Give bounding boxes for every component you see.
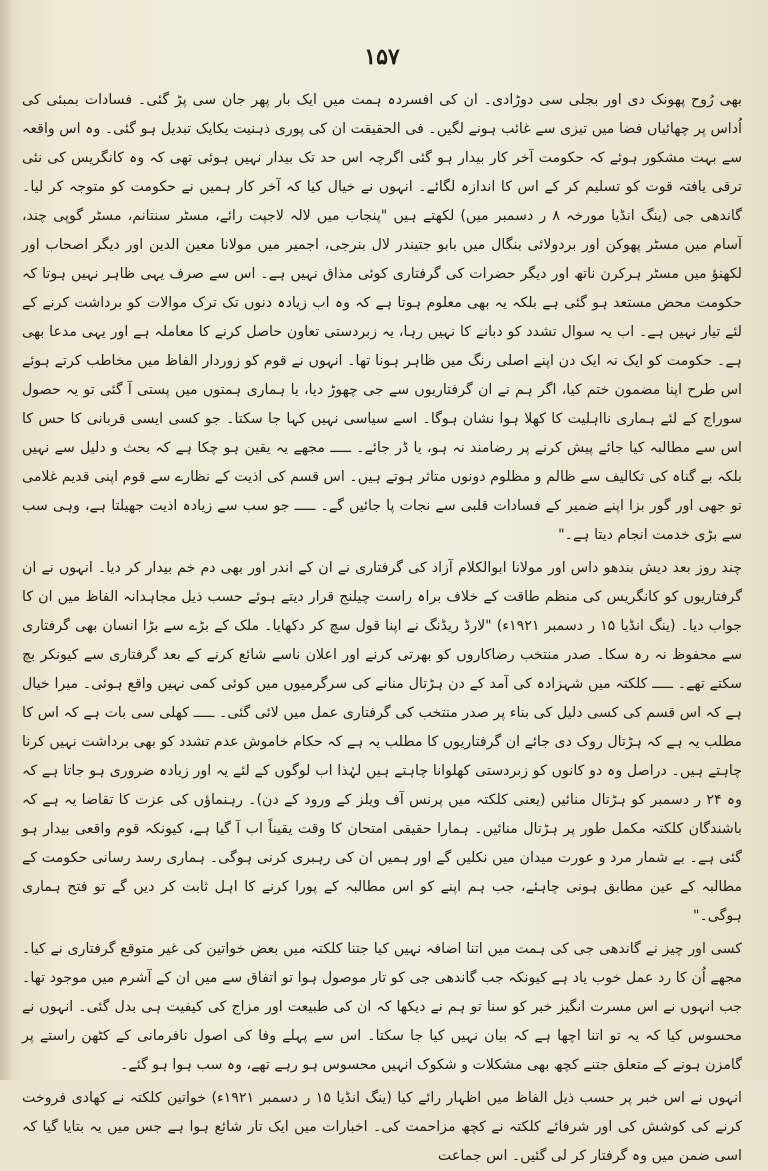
paragraph-3: کسی اور چیز نے گاندھی جی کی ہمت میں اتنا اضافہ نہیں کیا جتنا کلکتہ میں بعض خواتین کی غیر متوقع گرفتاری نے کیا۔ مجھے اُن کا رد عمل خوب یاد ہے کیونکہ جب گاندھی جی کو تار موصول ہوا تو اتفاق سے میں ان کے آشرم میں موجود تھا۔ جب انہوں نے اس مسرت انگیز خبر کو سنا تو ہم نے دیکھا کہ ان کی طبیعت اور مزاج کی کیفیت ہی بدل گئی۔ انہوں نے محسوس کیا کہ یہ تو اتنا اچھا ہے کہ بیان نہیں کیا جا سکتا۔ اس سے پہلے وفا کی اصول نافرمانی کے کٹھن راستے پر گامزن ہونے کے متعلق جتنے کچھ بھی مشکلات و شکوک انہیں محسوس ہو رہے تھے، وہ سب ہوا ہو گئے۔: [22, 941, 742, 1073]
paragraph-2: چند روز بعد دیش بندھو داس اور مولانا ابوالکلام آزاد کی گرفتاری نے ان کے اندر اور بھی دم خم بیدار کر دیا۔ انہوں نے ان گرفتاریوں کو کانگریس کی منظم طاقت کے خلاف براہ راست چیلنج قرار دیتے ہوئے حسب ذیل مجاہدانہ الفاظ میں ان کا جواب دیا۔ (ینگ انڈیا ۱۵ ر دسمبر ۱۹۲۱ء) "لارڈ ریڈنگ نے اپنا قول سچ کر دکھایا۔ ملک کے بڑے سے بڑا انسان بھی گرفتاری سے محفوظ نہ رہ سکا۔ صدر منتخب رضاکاروں کو بھرتی کرنے اور اعلان ناسے شائع کرنے کے بعد گرفتاری سے کیونکر بچ سکتے تھے۔ ـــــ کلکتہ میں شہزادہ کی آمد کے دن ہڑتال منانے کی سرگرمیوں میں کوئی کمی نہیں واقع ہوئی۔ میرا خیال ہے کہ اس قسم کی کسی دلیل کی بناء پر صدر منتخب کی گرفتاری عمل میں لائی گئی۔ ـــــ کھلی سی بات ہے کہ اس کا مطلب یہ ہے کہ ہڑتال روک دی جائے ان گرفتاریوں کا مطلب یہ ہے کہ حکام خاموش عدم تشدد کو بھی برداشت نہیں کرنا چاہتے ہیں۔ دراصل وہ دو کانوں کو زبردستی کھلوانا چاہتے ہیں لہٰذا اب لوگوں کے لئے یہ اور زیادہ ضروری ہو جاتا ہے کہ وہ ۲۴ ر دسمبر کو ہڑتال منائیں (یعنی کلکتہ میں پرنس آف ویلز کے ورود کے دن)۔ رہنماؤں کی عزت کا تقاضا یہ ہے کہ باشندگان کلکتہ مکمل طور پر ہڑتال منائیں۔ ہمارا حقیقی امتحان کا وقت یقیناً اب آ گیا ہے، کیونکہ قوم واقعی بیدار ہو گئی ہے۔ بے شمار مرد و عورت میدان میں نکلیں گے اور ہمیں ان کی رہبری کرنی ہوگی۔ ہماری رسد رسانی حکومت کے مطالبہ کے عین مطابق ہونی چاہئے، جب ہم اپنے کو اس مطالبہ کے پورا کرنے کا اہل ثابت کر دیں گے تو فتح ہماری ہوگی۔": [22, 560, 742, 924]
paragraph-1: بھی رُوح پھونک دی اور بجلی سی دوڑادی۔ ان کی افسردہ ہمت میں ایک بار پھر جان سی پڑ گئی۔ فسادات بمبئی کی اُداس پر چھائیاں فضا میں تیزی سے غائب ہونے لگیں۔ فی الحقیقت ان کی پوری ذہنیت یکایک تبدیل ہو گئی۔ وہ اس واقعہ سے بہت مشکور ہوئے کہ حکومت آخر کار بیدار ہو گئی اگرچہ اس حد تک بیدار نہیں ہوئی تھی کہ وہ کانگریس کی نئی ترقی یافتہ قوت کو تسلیم کر کے اس کا اندازہ لگائے۔ انہوں نے خیال کیا کہ آخر کار ہمیں نے حکومت کو متوجہ کر لیا۔ گاندھی جی (ینگ انڈیا مورخہ ۸ ر دسمبر میں) لکھتے ہیں "پنجاب میں لالہ لاجپت رائے، مسٹر سنتانم، مسٹر گوپی چند، آسام میں مسٹر پھوکن اور بردولائی بنگال میں بابو جتیندر لال بنرجی، اجمیر میں مولانا معین الدین اور دیگر اصحاب اور لکھنؤ میں مسٹر ہرکرن ناتھ اور دیگر حضرات کی گرفتاری کوئی مذاق نہیں ہے۔ اس سے صرف یہی ظاہر نہیں ہوتا کہ حکومت محض مستعد ہو گئی ہے بلکہ یہ بھی معلوم ہوتا ہے کہ وہ اب زیادہ دنوں تک ترک موالات کو برداشت کرنے کے لئے تیار نہیں ہے۔ اب یہ سوال تشدد کو دبانے کا نہیں رہا، یہ زبردستی تعاون حاصل کرنے کا معاملہ ہے اور یہی مدعا بھی ہے۔ حکومت کو ایک نہ ایک دن اپنے اصلی رنگ میں ظاہر ہونا تھا۔ انہوں نے قوم کو زوردار الفاظ میں مخاطب کرتے ہوئے اس طرح اپنا مضمون ختم کیا، اگر ہم نے ان گرفتاریوں سے جی چھوڑ دیا، یا ہماری ہمتوں میں پستی آ گئی تو یہ حصول سوراج کے لئے ہماری نااہلیت کا کھلا ہوا نشان ہوگا۔ اسے سیاسی نہیں کہا جا سکتا۔ جو کسی ایسی قربانی کا حس کا اس سے مطالبہ کیا جائے پیش کرنے پر رضامند نہ ہو، یا ڈر جائے۔ ـــــ مجھے یہ یقین ہو چکا ہے کہ بحث و دلیل سے نہیں بلکہ بے گناہ کی تکالیف سے ظالم و مظلوم دونوں متاثر ہوتے ہیں۔ اس قسم کی اذیت کے نظارے سے قوم اپنی قدیم غلامی تو جھی اور گور بزا اپنے ضمیر کے فسادات قلبی سے نجات پا جائیں گے۔ ـــــ جو سب سے زیادہ اذیت جھیلتا ہے، وہی سب سے بڑی خدمت انجام دیتا ہے۔": [22, 92, 742, 543]
body-text: [22, 86, 742, 1171]
page-number: ۱۵۷: [364, 44, 400, 70]
page-gutter-shadow: [0, 0, 14, 1080]
paragraph-4: انہوں نے اس خبر پر حسب ذیل الفاظ میں اظہار رائے کیا (ینگ انڈیا ۱۵ ر دسمبر ۱۹۲۱ء) خواتین کلکتہ نے کھادی فروخت کرنے کی کوشش کی اور شرفائے کلکتہ نے کچھ مزاحمت کی۔ اخبارات میں ایک تار شائع ہوا ہے جس میں یہ بتایا گیا کہ اسی ضمن میں وہ گرفتار کر لی گئیں۔ اس جماعت: [22, 1090, 742, 1164]
